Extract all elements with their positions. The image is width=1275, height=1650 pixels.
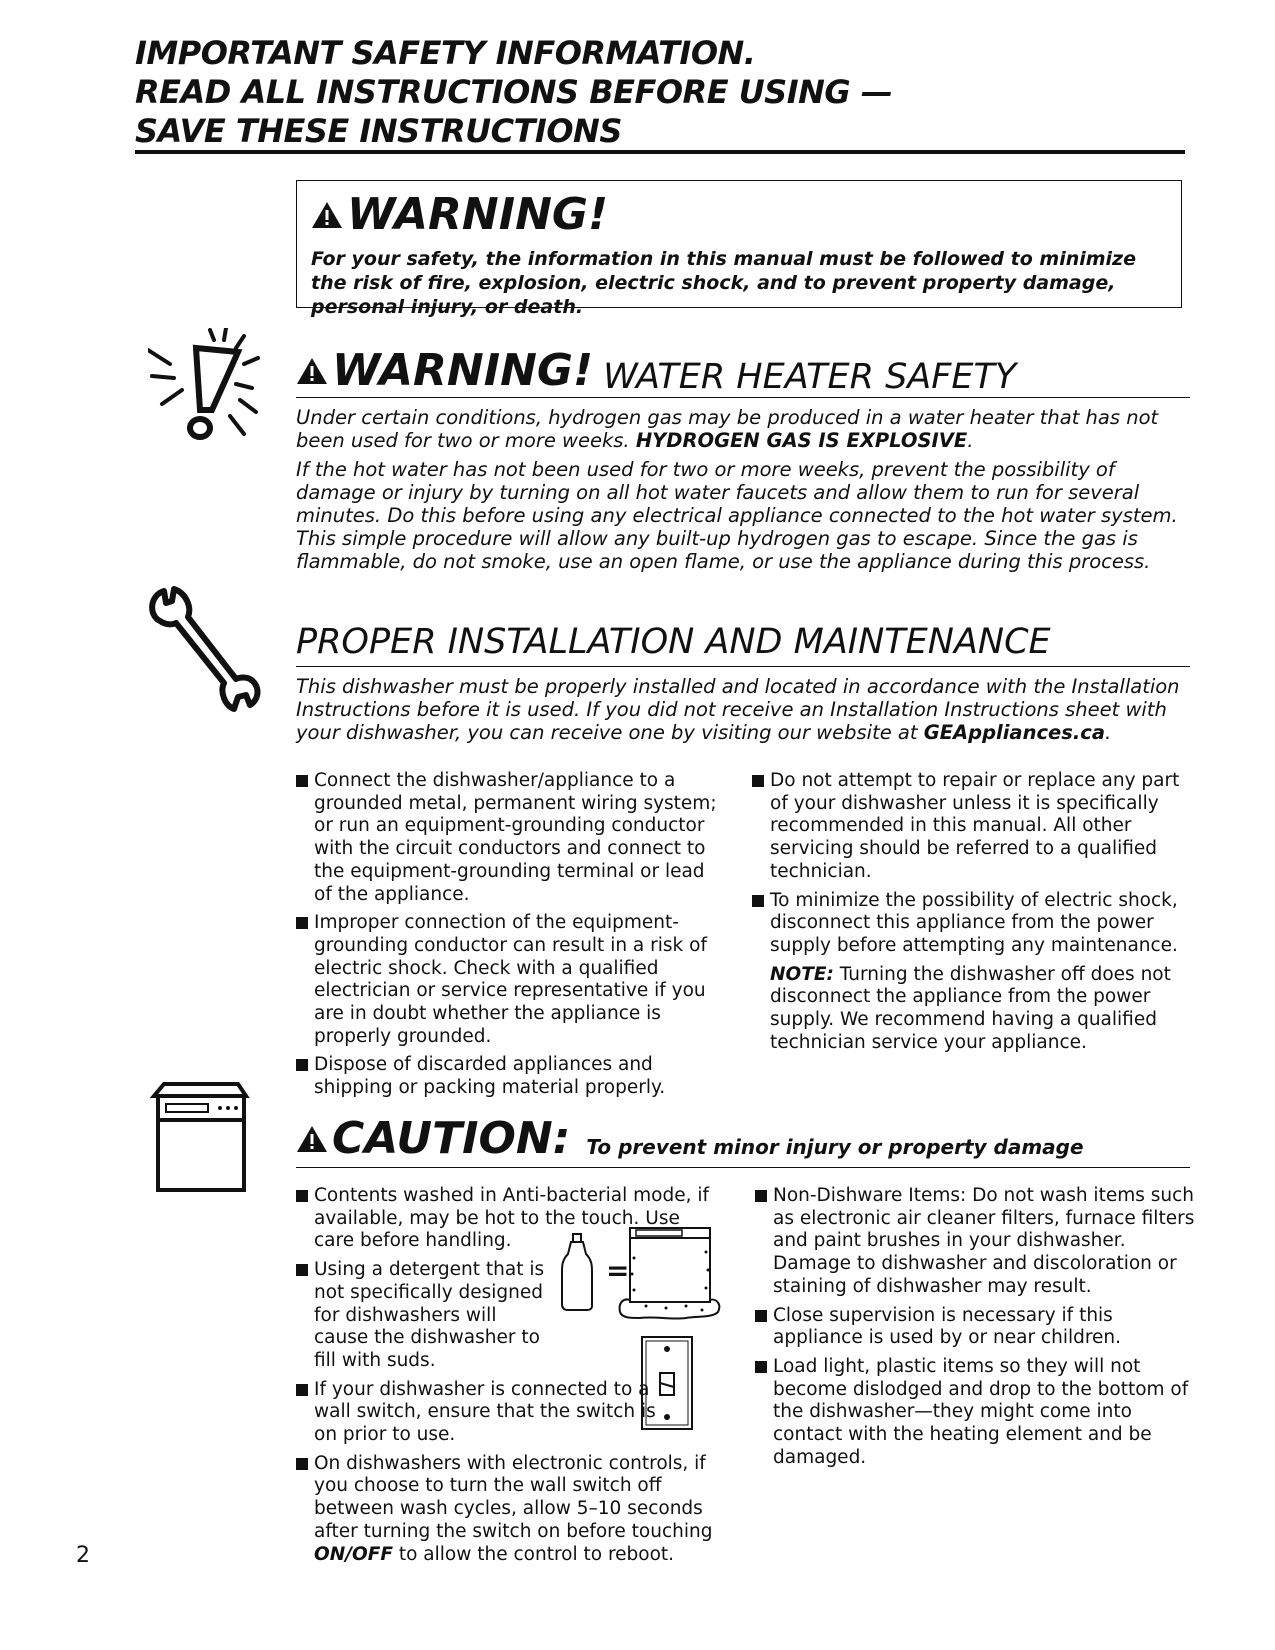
bullet-square-icon bbox=[296, 1458, 308, 1470]
note-label: NOTE: bbox=[770, 963, 834, 985]
bullet-text: Connect the dishwasher/appliance to a grounded metal, permanent wiring system; or run an equipment-grounding conductor with the circuit conductors and connect to the equipment-grounding terminal or lead of the appliance. bbox=[314, 770, 717, 905]
header-line-1: IMPORTANT SAFETY INFORMATION. bbox=[135, 34, 756, 72]
bullet-square-icon bbox=[296, 775, 308, 787]
note-item bbox=[752, 964, 1192, 1055]
bullet-text: Non-Dishware Items: Do not wash items such as electronic air cleaner filters, furnace filters and paint brushes in your dishwasher. Damage to dishwasher and discoloration or staining of dishwasher may result. bbox=[773, 1185, 1195, 1297]
water-heater-paragraph-2: If the hot water has not been used for two or more weeks, prevent the possibility of damage or injury by turning on all hot water faucets and allow them to run for several minutes. Do this before using any electrical appliance connected to the hot water system. This simple procedure will allow any built-up hydrogen gas to escape. Since the gas is flammable, do not smoke, use an open flame, or use the appliance during this process. bbox=[296, 458, 1178, 573]
installation-section bbox=[296, 622, 1190, 744]
bullet-text: Contents washed in Anti-bacterial mode, if available, may be hot to the touch. Use care before handling. bbox=[314, 1185, 709, 1252]
water-heater-p1-end: . bbox=[967, 429, 974, 452]
bullet-square-icon bbox=[296, 1264, 308, 1276]
bullet-square-icon bbox=[755, 1361, 767, 1373]
list-item bbox=[755, 1356, 1195, 1470]
bullet-square-icon bbox=[752, 775, 764, 787]
list-item bbox=[296, 1054, 726, 1099]
page-number: 2 bbox=[76, 1543, 90, 1568]
list-item bbox=[296, 1453, 714, 1567]
wall-switch-icon bbox=[640, 1335, 696, 1433]
bullet-square-icon bbox=[755, 1310, 767, 1322]
bullet-text: Using a detergent that is not specifically designed for dishwashers will cause the dishwasher to fill with suds. bbox=[314, 1259, 545, 1371]
water-heater-title: WARNING! bbox=[332, 345, 594, 396]
installation-right-column bbox=[752, 770, 1192, 1060]
list-item bbox=[296, 1379, 664, 1447]
bullet-text: If your dishwasher is connected to a wall switch, ensure that the switch is on prior to use. bbox=[314, 1378, 656, 1446]
website-link[interactable]: GEAppliances.ca bbox=[923, 721, 1105, 744]
list-item bbox=[296, 1259, 546, 1373]
warning-triangle-icon bbox=[296, 356, 328, 386]
installation-left-column bbox=[296, 770, 726, 1106]
bullet-text: Dispose of discarded appliances and shipping or packing material properly. bbox=[314, 1054, 666, 1099]
installation-paragraph bbox=[296, 675, 1190, 744]
caution-heading bbox=[296, 1115, 1190, 1168]
wrench-icon bbox=[146, 585, 266, 715]
list-item bbox=[296, 912, 726, 1048]
water-heater-section bbox=[296, 345, 1190, 573]
list-item bbox=[752, 770, 1192, 884]
header-rule bbox=[135, 150, 1185, 154]
bullet-square-icon bbox=[296, 1190, 308, 1202]
bullet-square-icon bbox=[752, 895, 764, 907]
bullet-text-end: to allow the control to reboot. bbox=[398, 1543, 675, 1565]
warning-box-title: WARNING! bbox=[347, 189, 609, 240]
installation-para-text: This dishwasher must be properly installed and located in accordance with the Installation Instructions before it is used. If you did not receive an Installation Instructions sheet with your dishwasher, you can receive one by visiting our website at bbox=[296, 675, 1180, 744]
warning-box bbox=[296, 180, 1182, 318]
installation-heading bbox=[296, 622, 1190, 667]
bullet-text: Close supervision is necessary if this appliance is used by or near children. bbox=[773, 1304, 1122, 1349]
bullet-text: To minimize the possibility of electric shock, disconnect this appliance from the power supply before attempting any maintenance. bbox=[770, 889, 1178, 956]
bullet-square-icon bbox=[755, 1190, 767, 1202]
dishwasher-suds-icon bbox=[616, 1222, 722, 1322]
water-heater-subtitle: WATER HEATER SAFETY bbox=[603, 357, 1017, 397]
exclamation-burst-icon bbox=[148, 328, 280, 450]
warning-box-body: For your safety, the information in this manual must be followed to minimize the risk of fire, explosion, electric shock, and to prevent property damage, personal injury, or death. bbox=[311, 248, 1137, 318]
caution-section bbox=[296, 1115, 1190, 1168]
bullet-text: Improper connection of the equipment-grounding conductor can result in a risk of electric shock. Check with a qualified electrician or service representative if you are in doubt whether the appliance is properly grounded. bbox=[314, 912, 707, 1047]
on-off-label: ON/OFF bbox=[314, 1543, 393, 1565]
bullet-square-icon bbox=[296, 1059, 308, 1071]
bullet-text: Do not attempt to repair or replace any part of your dishwasher unless it is specifically recommended in this manual. All other servicing should be referred to a qualified technician. bbox=[770, 770, 1180, 882]
warning-triangle-icon bbox=[296, 1124, 328, 1154]
bullet-square-icon bbox=[296, 1384, 308, 1396]
water-heater-heading bbox=[296, 345, 1190, 398]
note-text: Turning the dishwasher off does not disconnect the appliance from the power supply. We recommend having a qualified technician service your appliance. bbox=[770, 963, 1171, 1053]
bullet-text: On dishwashers with electronic controls, if you choose to turn the wall switch off between wash cycles, allow 5–10 seconds after turning the switch on before touching bbox=[314, 1452, 713, 1542]
water-heater-paragraph-1 bbox=[296, 406, 1190, 452]
equals-sign: = bbox=[606, 1254, 630, 1287]
page-header bbox=[135, 34, 1185, 151]
list-item bbox=[755, 1185, 1195, 1299]
dishwasher-icon bbox=[150, 1082, 250, 1194]
list-item bbox=[755, 1305, 1195, 1350]
header-line-2: READ ALL INSTRUCTIONS BEFORE USING — bbox=[135, 73, 893, 111]
caution-right-column bbox=[755, 1185, 1195, 1475]
installation-title: PROPER INSTALLATION AND MAINTENANCE bbox=[296, 622, 1051, 662]
caution-title: CAUTION: bbox=[332, 1113, 571, 1164]
caution-title-row bbox=[296, 1115, 570, 1163]
installation-para-end: . bbox=[1104, 721, 1112, 744]
caution-subtitle: To prevent minor injury or property damage bbox=[586, 1135, 1084, 1159]
list-item bbox=[296, 770, 726, 906]
water-heater-title-row bbox=[296, 345, 593, 397]
detergent-bottle-icon bbox=[560, 1232, 594, 1312]
hydrogen-explosive-text: HYDROGEN GAS IS EXPLOSIVE bbox=[635, 429, 968, 452]
bullet-square-icon bbox=[296, 917, 308, 929]
water-heater-p1-text: Under certain conditions, hydrogen gas may be produced in a water heater that has not been used for two or more weeks. bbox=[296, 406, 1159, 452]
bullet-text: Load light, plastic items so they will not become dislodged and drop to the bottom of the dishwasher—they might come into contact with the heating element and be damaged. bbox=[773, 1355, 1189, 1468]
list-item bbox=[752, 890, 1192, 958]
warning-triangle-icon bbox=[311, 200, 343, 230]
header-line-3: SAVE THESE INSTRUCTIONS bbox=[135, 112, 622, 150]
warning-box-title-row bbox=[311, 189, 1167, 241]
